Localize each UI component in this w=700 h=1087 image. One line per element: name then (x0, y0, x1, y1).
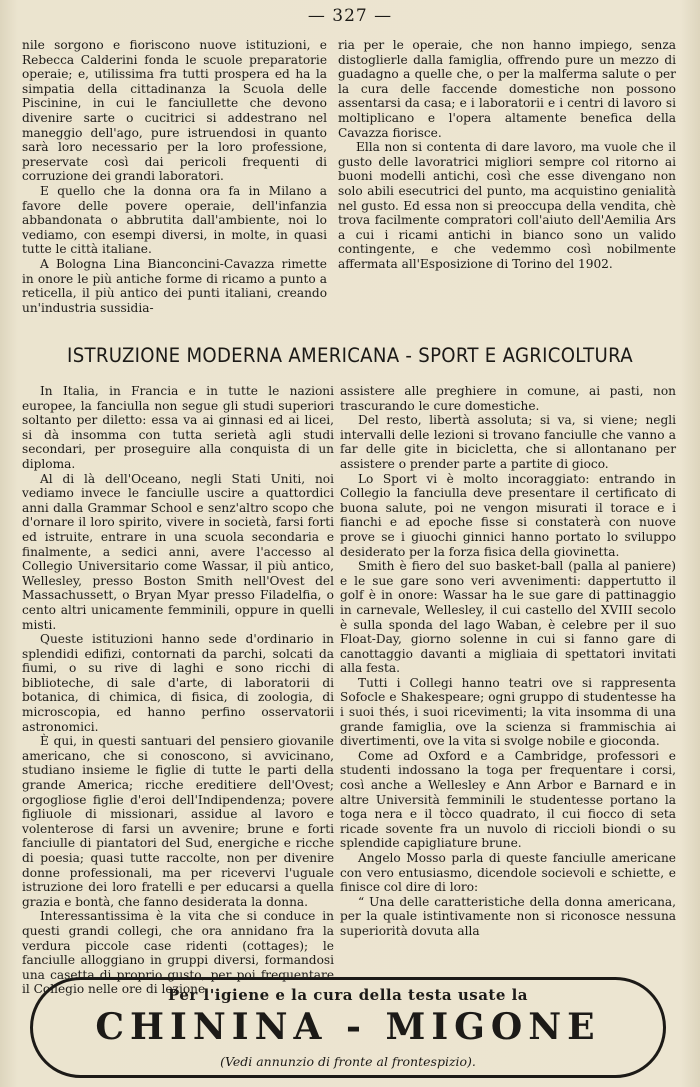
paragraph: Come ad Oxford e a Cambridge, professori e studenti indossano la toga per frequentare i corsi, così anche a Wellesley e Ann Arbor e Barnard e in altre Università femminili le studentesse portano la toga nera e il tòcco quadrato, il cui fiocco di seta ricade sovente fra un nuvolo di riccioli biondi o su splendide capigliature brune. (340, 748, 676, 851)
section-title: ISTRUZIONE MODERNA AMERICANA - SPORT E AGRICOLTURA (67, 344, 633, 367)
paragraph: Smith è fiero del suo basket-ball (palla al paniere) e le sue gare sono veri avvenimenti: dappertutto il golf è in onore: Wassar ha le sue gare di pattinaggio in carnevale, Wellesley, il cui castello del XVIII secolo è sulla sponda del lago Waban, è celebre per il suo Float-Day, giorno solenne in cui si fanno gare di canottaggio davanti a migliaia di spettatori invitati alla festa. (340, 559, 676, 676)
paragraph: Interessantissima è la vita che si conduce in questi grandi collegi, che ora annidano fra la verdura piccole case ridenti (cottages); le fanciulle alloggiano in gruppi diversi, formandosi una casetta di proprio gusto, per poi frequentare il Collegio nelle ore di lezione, (22, 909, 334, 997)
top-left-column (22, 38, 327, 315)
ad-line-3: (Vedi annunzio di fronte al frontespizio). (220, 1054, 476, 1069)
advertisement-box (30, 977, 666, 1078)
ad-line-1: Per l'igiene e la cura della testa usate la (167, 986, 529, 1004)
paragraph: Del resto, libertà assoluta; si va, si viene; negli intervalli delle lezioni si trovano fanciulle che vanno a far delle gite in bicicletta, che si allontanano per assistere o prender parte a partite di gioco. (340, 413, 676, 471)
right-column (340, 384, 676, 939)
paragraph: Angelo Mosso parla di queste fanciulle americane con vero entusiasmo, dicendole socievoli e schiette, e finisce col dire di loro: (340, 851, 676, 895)
top-right-column (338, 38, 676, 272)
paragraph: È qui, in questi santuari del pensiero giovanile americano, che si conoscono, si avvicinano, studiano insieme le figlie di tutte le parti della grande America; ricche ereditiere dell'Ovest; orgogliose figlie d'eroi dell'Indipendenza; povere figliuole di missionari, assidue al lavoro e volenterose di farsi un avvenire; brune e forti fanciulle di piantatori del Sud, energiche e ricche di poesia; quasi tutte raccolte, non per divenire donne professionali, ma per ricevervi l'uguale istruzione dei loro fratelli e per educarsi a quella grazia e bontà, che fanno desiderata la donna. (22, 734, 334, 909)
paragraph: Al di là dell'Oceano, negli Stati Uniti, noi vediamo invece le fanciulle uscire a quattordici anni dalla Grammar School e senz'altro scopo che d'ornare il loro spirito, vivere in società, farsi forti ed istruite, entrare in una scuola secondaria e finalmente, a sedici anni, avere l'accesso al Collegio Universitario come Wassar, il più antico, Wellesley, presso Boston Smith nell'Ovest del Massachussett, o Bryan Myar presso Filadelfia, o cento altri unicamente femminili, oppure in quelli misti. (22, 471, 334, 632)
page-number: — 327 — (307, 6, 393, 26)
paragraph: “ Una delle caratteristiche della donna americana, per la quale istintivamente non si riconosce nessuna superiorità dovuta alla (340, 894, 676, 938)
paragraph: Lo Sport vi è molto incoraggiato: entrando in Collegio la fanciulla deve presentare il certificato di buona salute, poi ne vengon misurati il torace e i fianchi e ad epoche fisse si constaterà con nuove prove se i giuochi ginnici hanno portato lo sviluppo desiderato per la forza fisica della giovinetta. (340, 471, 676, 559)
ad-brand: CHININA - MIGONE (95, 1006, 601, 1048)
paragraph: assistere alle preghiere in comune, ai pasti, non trascurando le cure domestiche. (340, 384, 676, 413)
paragraph: ria per le operaie, che non hanno impiego, senza distoglierle dalla famiglia, offrendo pure un mezzo di guadagno a quelle che, o per la malferma salute o per la cura delle faccende domestiche non possono assentarsi da casa; e i laboratorii e i centri di lavoro si moltiplicano e l'opera altamente benefica della Cavazza fiorisce. (338, 38, 676, 140)
paragraph: E quello che la donna ora fa in Milano a favore delle povere operaie, dell'infanzia abbandonata o abbrutita dall'ambiente, noi lo vediamo, con esempi diversi, in molte, in quasi tutte le città italiane. (22, 183, 327, 257)
paragraph: A Bologna Lina Bianconcini-Cavazza rimette in onore le più antiche forme di ricamo a punto a reticella, il più antico dei punti italiani, creando un'industria sussidia- (22, 256, 327, 315)
left-column (22, 384, 334, 997)
paragraph: nile sorgono e fioriscono nuove istituzioni, e Rebecca Calderini fonda le scuole preparatorie operaie; e, utilissima fra tutti prospera ed ha la simpatia della cittadinanza la Scuola delle Piscinine, in cui le fanciullette che devono divenire sarte o cucitrici si addestrano nel maneggio dell'ago, pure istruendosi in quanto sarà loro necessario per la loro professione, preservate così dai pericoli frequenti di corruzione dei grandi laboratori. (22, 38, 327, 184)
paragraph: Queste istituzioni hanno sede d'ordinario in splendidi edifizi, contornati da parchi, solcati da fiumi, o su rive di laghi e sono ricchi di biblioteche, di sale d'arte, di laboratorii di botanica, di chimica, di fisica, di zoologia, di microscopia, ed hanno perfino osservatorii astronomici. (22, 632, 334, 734)
paragraph: Ella non si contenta di dare lavoro, ma vuole che il gusto delle lavoratrici migliori sempre col ritorno ai buoni modelli antichi, così che esse divengano non solo abili esecutrici del punto, ma acquistino genialità nel gusto. Ed essa non si preoccupa della vendita, chè trova facilmente compratori coll'aiuto dell'Aemilia Ars a cui i ricami antichi in bianco sono un valido contingente, e che vedemmo così nobilmente affermata all'Esposizione di Torino del 1902. (338, 140, 676, 271)
paragraph: In Italia, in Francia e in tutte le nazioni europee, la fanciulla non segue gli studi superiori soltanto per diletto: essa va ai ginnasi ed ai licei, si dà insomma con tutta serietà agli studi secondari, per proseguire alla conquista di un diploma. (22, 384, 334, 471)
paragraph: Tutti i Collegi hanno teatri ove si rappresenta Sofocle e Shakespeare; ogni gruppo di studentesse ha i suoi thés, i suoi ricevimenti; la vita insomma di una grande famiglia, ove la scienza si frammischia ai divertimenti, ove la vita si svolge nobile e gioconda. (340, 675, 676, 749)
